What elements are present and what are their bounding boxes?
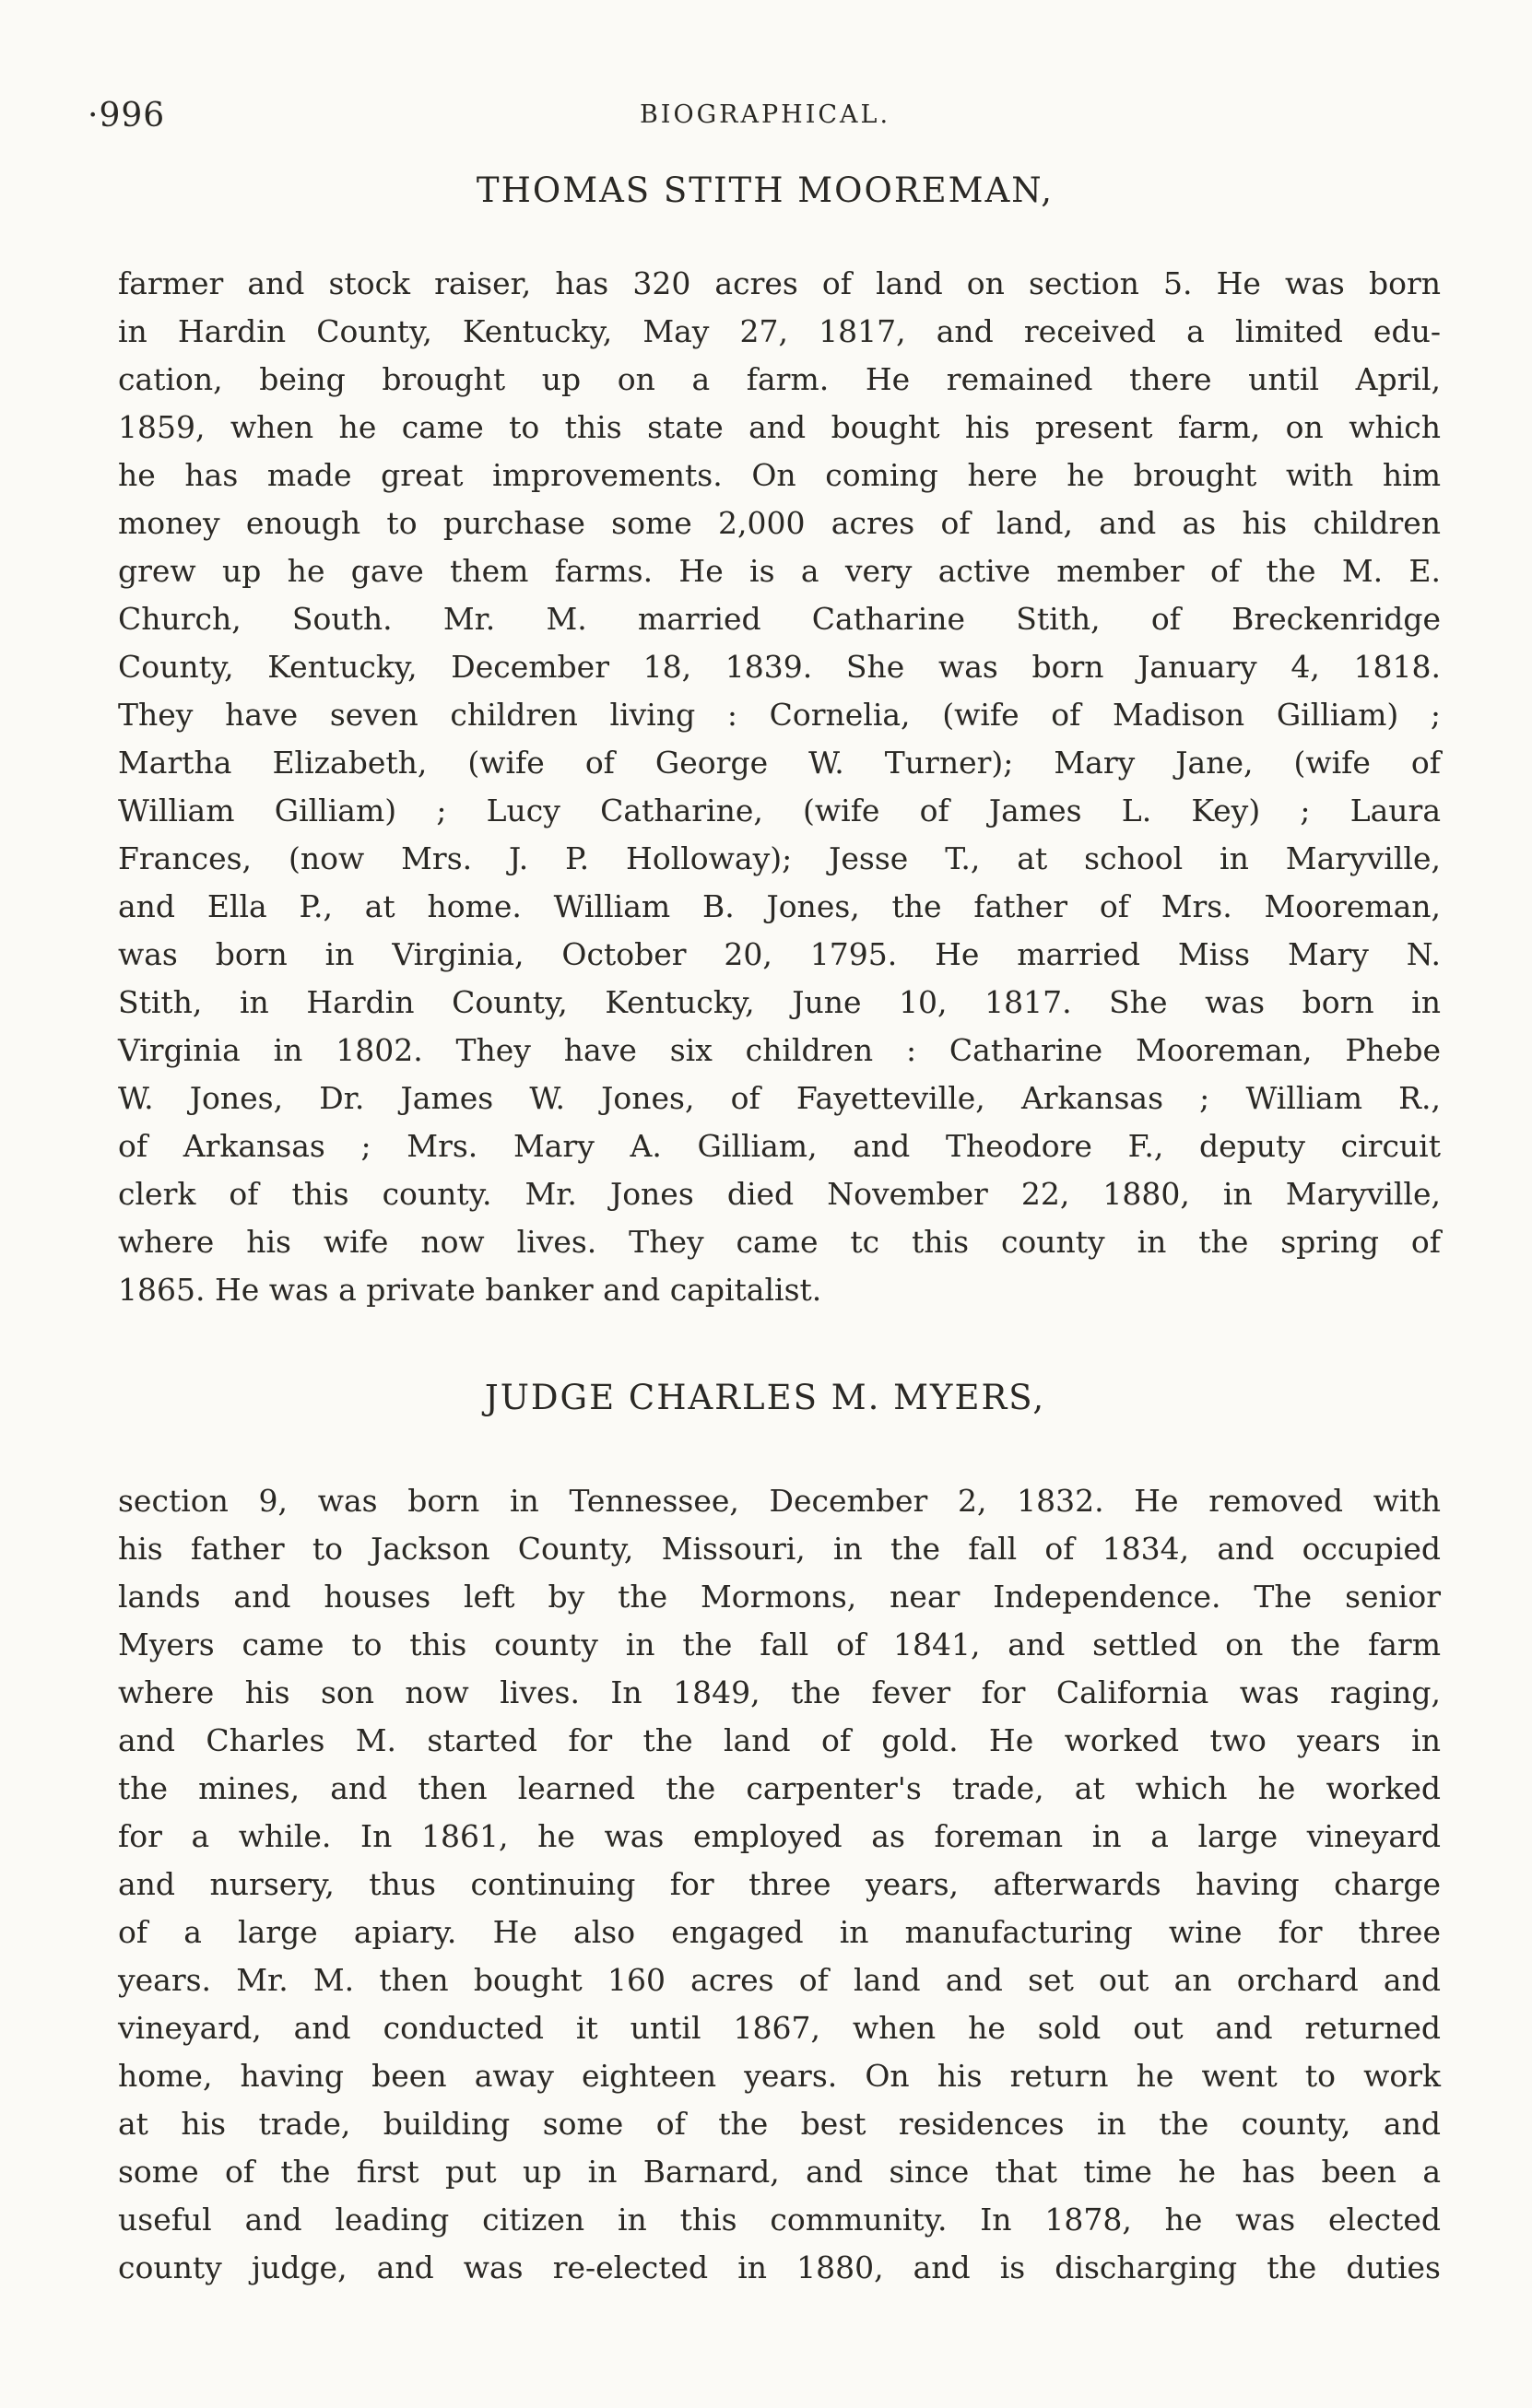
text-line: and nursery, thus continuing for three years, afterwards having charge [118, 1866, 1441, 1902]
running-head [88, 97, 1443, 143]
text-line: and Charles M. started for the land of gold. He worked two years in [118, 1722, 1441, 1758]
text-line: was born in Virginia, October 20, 1795. He married Miss Mary N. [118, 936, 1441, 972]
text-line: 1859, when he came to this state and bought his present farm, on which [118, 409, 1441, 445]
text-line: he has made great improvements. On coming here he brought with him [118, 457, 1441, 493]
text-line: useful and leading citizen in this community. In 1878, he was elected [118, 2202, 1441, 2238]
text-line: County, Kentucky, December 18, 1839. She was born January 4, 1818. [118, 649, 1441, 685]
text-line: of a large apiary. He also engaged in manufacturing wine for three [118, 1914, 1441, 1950]
text-line: where his son now lives. In 1849, the fever for California was raging, [118, 1674, 1441, 1710]
page-number: ·996 [88, 97, 166, 135]
text-line: vineyard, and conducted it until 1867, when he sold out and returned [118, 2010, 1441, 2046]
running-title: BIOGRAPHICAL. [639, 100, 891, 129]
text-line: grew up he gave them farms. He is a very active member of the M. E. [118, 553, 1441, 589]
text-line: where his wife now lives. They came tc this county in the spring of [118, 1224, 1441, 1260]
text-line: Martha Elizabeth, (wife of George W. Turner); Mary Jane, (wife of [118, 745, 1441, 781]
text-line: lands and houses left by the Mormons, near Independence. The senior [118, 1579, 1441, 1615]
entry-body-myers [118, 1477, 1441, 2292]
text-line: money enough to purchase some 2,000 acres of land, and as his children [118, 505, 1441, 541]
text-line: at his trade, building some of the best residences in the county, and [118, 2106, 1441, 2142]
text-line: Stith, in Hardin County, Kentucky, June 10, 1817. She was born in [118, 984, 1441, 1020]
text-line: W. Jones, Dr. James W. Jones, of Fayetteville, Arkansas ; William R., [118, 1080, 1441, 1116]
text-line: some of the first put up in Barnard, and since that time he has been a [118, 2154, 1441, 2190]
text-line: Frances, (now Mrs. J. P. Holloway); Jesse T., at school in Maryville, [118, 840, 1441, 876]
entry-body-mooreman [118, 260, 1441, 1314]
text-line: Virginia in 1802. They have six children : Catharine Mooreman, Phebe [118, 1032, 1441, 1068]
text-line: They have seven children living : Cornelia, (wife of Madison Gilliam) ; [118, 697, 1441, 733]
text-line: farmer and stock raiser, has 320 acres of land on section 5. He was born [118, 265, 1441, 301]
text-line: Church, South. Mr. M. married Catharine Stith, of Breckenridge [118, 601, 1441, 637]
text-line: and Ella P., at home. William B. Jones, the father of Mrs. Mooreman, [118, 888, 1441, 924]
text-line: Myers came to this county in the fall of 1841, and settled on the farm [118, 1627, 1441, 1662]
text-line: 1865. He was a private banker and capitalist. [118, 1272, 822, 1308]
text-line: the mines, and then learned the carpenter's trade, at which he worked [118, 1770, 1441, 1806]
text-line: section 9, was born in Tennessee, December 2, 1832. He removed with [118, 1483, 1441, 1519]
text-line: William Gilliam) ; Lucy Catharine, (wife of James L. Key) ; Laura [118, 793, 1441, 828]
text-line: his father to Jackson County, Missouri, in the fall of 1834, and occupied [118, 1531, 1441, 1567]
entry-title-myers: JUDGE CHARLES M. MYERS, [484, 1378, 1046, 1417]
text-line: county judge, and was re-elected in 1880, and is discharging the duties [118, 2249, 1441, 2285]
text-line: cation, being brought up on a farm. He remained there until April, [118, 361, 1441, 397]
text-line: clerk of this county. Mr. Jones died November 22, 1880, in Maryville, [118, 1176, 1441, 1212]
text-line: home, having been away eighteen years. On his return he went to work [118, 2058, 1441, 2094]
text-line: of Arkansas ; Mrs. Mary A. Gilliam, and Theodore F., deputy circuit [118, 1128, 1441, 1164]
entry-title-mooreman: THOMAS STITH MOOREMAN, [476, 170, 1055, 210]
text-line: in Hardin County, Kentucky, May 27, 1817, and received a limited edu- [118, 313, 1441, 349]
text-line: for a while. In 1861, he was employed as foreman in a large vineyard [118, 1818, 1441, 1854]
text-line: years. Mr. M. then bought 160 acres of land and set out an orchard and [118, 1962, 1441, 1998]
